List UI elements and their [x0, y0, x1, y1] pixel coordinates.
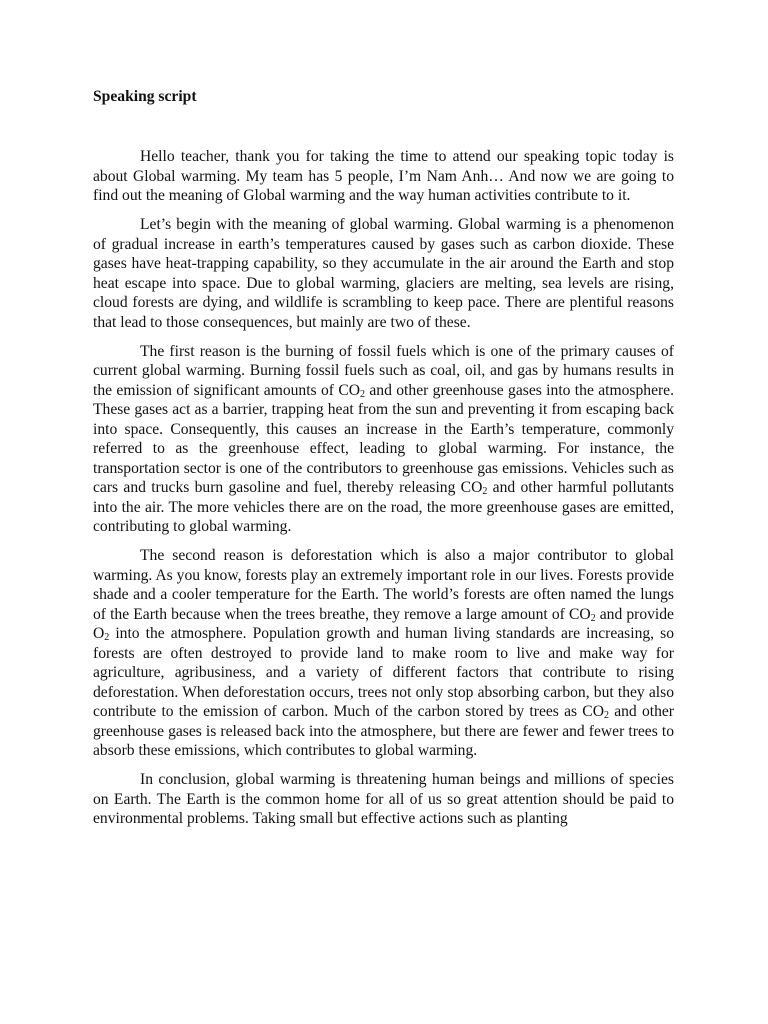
document-title: Speaking script	[93, 88, 197, 105]
paragraph-first-reason	[93, 342, 674, 537]
paragraph-second-reason	[93, 546, 674, 761]
paragraph-text: The second reason is deforestation which is also a major contributor to global warming. As you know, forests play an extremely important role in our lives. Forests provide shade and a cooler temperature for the Earth. The world’s forests are often named the lungs of the Earth because when the trees breathe, they remove a large amount of CO	[93, 547, 674, 623]
paragraph-text: and other greenhouse gases into the atmosphere. These gases act as a barrier, trapping heat from the sun and preventing it from escaping back into space. Consequently, this causes an increase in the Earth’s temperature, commonly referred to as the greenhouse effect, leading to global warming. For instance, the transportation sector is one of the contributors to greenhouse gas emissions. Vehicles such as cars and trucks burn gasoline and fuel, thereby releasing CO	[93, 381, 675, 496]
paragraph-text: Hello teacher, thank you for taking the time to attend our speaking topic today is about Global warming. My team has 5 people, I’m Nam Anh… And now we are going to find out the meaning of Global warming and the way human activities contribute to it.	[93, 148, 674, 204]
paragraph-text: The first reason is the burning of fossil fuels which is one of the primary causes of current global warming. Burning fossil fuels such as coal, oil, and gas by humans results in the emission of significant amounts of CO	[93, 342, 674, 399]
subscript: 2	[360, 388, 366, 400]
paragraph-text: Let’s begin with the meaning of global warming. Global warming is a phenomenon of gradual increase in earth’s temperatures caused by gases such as carbon dioxide. These gases have heat-trapping capability, so they accumulate in the air around the Earth and stop heat escape into space. Due to global warming, glaciers are melting, sea levels are rising, cloud forests are dying, and wildlife is scrambling to keep pace. There are plentiful reasons that lead to those consequences, but mainly are two of these.	[93, 216, 674, 331]
paragraph-text: and provide O	[93, 605, 674, 642]
subscript: 2	[482, 486, 488, 497]
subscript: 2	[590, 612, 596, 624]
paragraph-text: and other greenhouse gases is released back into the atmosphere, but there are fewer and fewer trees to absorb these emissions, which contributes to global warming.	[93, 703, 674, 759]
subscript: 2	[104, 632, 110, 643]
document-page	[93, 86, 674, 838]
paragraph-text: into the atmosphere. Population growth and human living standards are increasing, so forests are often destroyed to provide land to make room to live and make way for agriculture, agribusiness, and a variety of different factors that contribute to rising deforestation. When deforestation occurs, trees not only stop absorbing carbon, but they also contribute to the emission of carbon. Much of the carbon stored by trees as CO	[93, 625, 674, 720]
paragraph-meaning	[93, 215, 674, 332]
paragraph-introduction	[93, 147, 674, 206]
paragraph-text: and other harmful pollutants into the air. The more vehicles there are on the road, the more greenhouse gases are emitted, contributing to global warming.	[93, 479, 674, 535]
paragraph-text: In conclusion, global warming is threatening human beings and millions of species on Earth. The Earth is the common home for all of us so great attention should be paid to environmental problems. Taking small but effective actions such as planting	[93, 771, 674, 827]
paragraph-conclusion	[93, 770, 674, 829]
subscript: 2	[603, 710, 609, 721]
